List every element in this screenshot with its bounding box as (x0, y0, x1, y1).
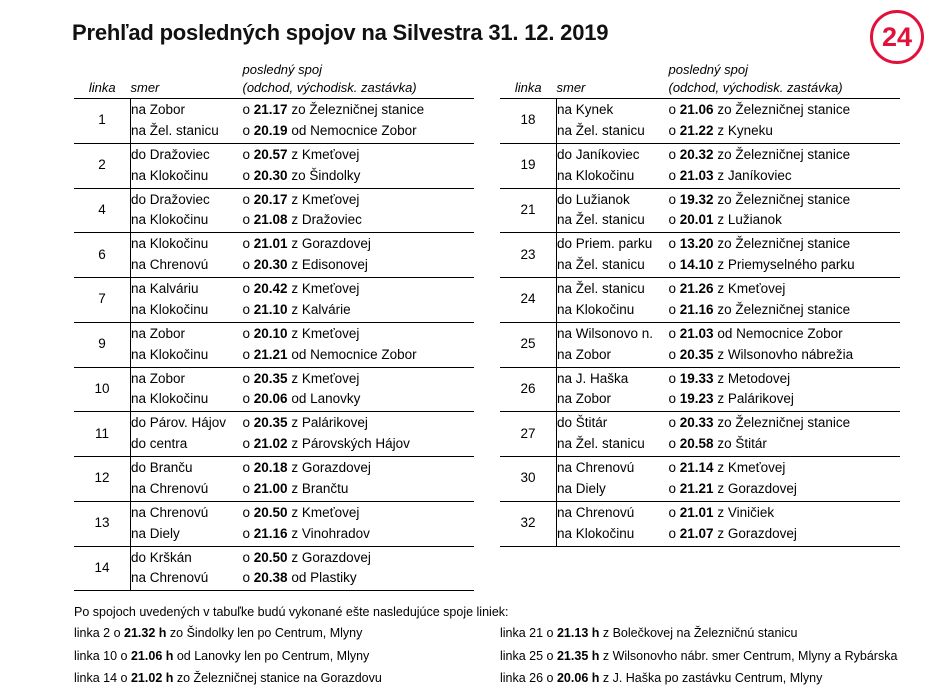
direction-cell: na Klokočinu (557, 166, 669, 188)
departure-cell: o 20.35 z Palárikovej (242, 415, 368, 431)
departure-cell: o 21.03 od Nemocnice Zobor (668, 325, 843, 341)
departure-time: 20.17 (253, 191, 288, 207)
table-row (74, 345, 474, 367)
direction-cell: do Priem. parku (557, 236, 653, 252)
header-departure-right: (odchod, východisk. zastávka) (669, 80, 901, 99)
footer-note-time: 21.32 h (124, 626, 167, 641)
direction-cell: na Chrenovú (131, 504, 209, 520)
departure-cell: o 21.01 z Viničiek (668, 504, 775, 520)
departure-time: 21.01 (253, 236, 288, 252)
direction-cell: do centra (131, 434, 243, 456)
right-table-wrapper (500, 62, 900, 591)
direction-cell: na Žel. stanicu (557, 121, 669, 143)
line-number-left-1: 1 (74, 99, 131, 144)
direction-cell: na Chrenovú (131, 568, 243, 590)
departure-time: 21.06 (679, 102, 714, 117)
line-number-left-4: 4 (74, 188, 131, 233)
table-row (74, 434, 474, 456)
table-row (74, 501, 474, 523)
departure-cell: o 20.35 z Kmeťovej (242, 370, 360, 386)
line-number-right-27: 27 (500, 412, 557, 457)
departure-time: 20.30 (253, 167, 288, 183)
departure-cell: o 20.35 z Wilsonovho nábrežia (669, 345, 901, 367)
footer-left-column (74, 625, 474, 692)
table-row (500, 457, 900, 479)
table-row (500, 188, 900, 210)
departure-time: 20.33 (679, 415, 714, 431)
direction-cell: na Klokočinu (131, 210, 243, 232)
header-last-connection-right: posledný spoj (668, 62, 748, 77)
direction-cell: na Chrenovú (131, 255, 243, 277)
departure-time: 21.16 (253, 525, 288, 541)
direction-cell: na Wilsonovo n. (557, 325, 654, 341)
departure-time: 21.02 (253, 436, 288, 452)
footer-right-column (500, 625, 900, 692)
departure-cell: o 20.32 zo Železničnej stanice (668, 146, 851, 162)
departure-time: 21.14 (679, 460, 714, 475)
departure-cell: o 20.01 z Lužianok (669, 210, 901, 232)
table-row (500, 121, 900, 143)
departure-time: 21.21 (679, 480, 714, 496)
table-row (500, 389, 900, 411)
departure-time: 20.32 (679, 146, 714, 162)
departure-cell: o 21.17 zo Železničnej stanice (242, 102, 425, 117)
departure-time: 19.23 (679, 391, 714, 407)
table-row (74, 322, 474, 344)
header-direction-left: smer (131, 80, 243, 99)
table-row (74, 166, 474, 188)
table-row (74, 367, 474, 389)
direction-cell: na Diely (557, 479, 669, 501)
table-row (500, 524, 900, 546)
table-row (500, 300, 900, 322)
line-number-right-23: 23 (500, 233, 557, 278)
departure-time: 20.35 (253, 370, 288, 386)
line-number-left-2: 2 (74, 143, 131, 188)
header-direction-right: smer (557, 80, 669, 99)
departure-time: 13.20 (679, 236, 714, 252)
direction-cell: do Janíkoviec (557, 146, 640, 162)
departure-cell: o 21.10 z Kalvárie (243, 300, 475, 322)
departure-cell: o 21.01 z Gorazdovej (242, 236, 371, 252)
direction-cell: na Chrenovú (557, 460, 635, 475)
departure-cell: o 20.10 z Kmeťovej (242, 325, 360, 341)
footer-lead: Po spojoch uvedených v tabuľke budú vykonané ešte nasledujúce spoje liniek: (74, 605, 509, 620)
direction-cell: na Klokočinu (131, 236, 209, 252)
departure-time: 20.58 (679, 436, 714, 452)
direction-cell: na Zobor (557, 389, 669, 411)
departure-time: 20.06 (253, 391, 288, 407)
direction-cell: na Žel. stanicu (131, 121, 243, 143)
header-line-right: linka (500, 80, 557, 99)
departure-cell: o 21.22 z Kyneku (669, 121, 901, 143)
footer-note: linka 2 o 21.32 h zo Šindolky len po Centrum, Mlyny (74, 626, 363, 641)
direction-cell: na Chrenovú (557, 504, 635, 520)
line-number-left-9: 9 (74, 322, 131, 367)
direction-cell: na Zobor (131, 325, 186, 341)
departure-cell: o 14.10 z Priemyselného parku (669, 255, 901, 277)
footer-note-time: 21.06 h (130, 648, 174, 663)
table-row (500, 233, 900, 255)
departure-cell: o 20.19 od Nemocnice Zobor (243, 121, 475, 143)
direction-cell: do Dražoviec (131, 146, 210, 162)
line-number-right-30: 30 (500, 457, 557, 502)
table-row (74, 389, 474, 411)
table-row (74, 278, 474, 300)
departure-cell: o 20.50 z Kmeťovej (242, 504, 360, 520)
departure-time: 20.30 (253, 257, 288, 273)
schedule-table-left (74, 62, 474, 591)
departure-time: 21.16 (679, 301, 714, 317)
table-row (500, 434, 900, 456)
line-number-right-25: 25 (500, 322, 557, 367)
direction-cell: do Lužianok (557, 191, 630, 207)
line-number-right-18: 18 (500, 99, 557, 144)
table-row (500, 345, 900, 367)
table-row (500, 278, 900, 300)
departure-time: 20.50 (253, 504, 288, 520)
footer-note: linka 14 o 21.02 h zo Železničnej stanice na Gorazdovu (74, 670, 382, 685)
departure-time: 20.35 (679, 346, 714, 362)
direction-cell: na Zobor (131, 370, 186, 386)
table-row (74, 233, 474, 255)
direction-cell: na Žel. stanicu (557, 281, 645, 296)
departure-cell: o 21.02 z Párovských Hájov (243, 434, 475, 456)
header-last-connection-left: posledný spoj (242, 62, 322, 77)
footer-notes (74, 605, 928, 692)
departure-cell: o 20.42 z Kmeťovej (242, 281, 360, 296)
line-number-left-6: 6 (74, 233, 131, 278)
table-row (500, 99, 900, 121)
page-title: Prehľad posledných spojov na Silvestra 31. 12. 2019 (72, 20, 609, 45)
departure-cell: o 20.33 zo Železničnej stanice (668, 415, 851, 431)
departure-cell: o 21.16 zo Železničnej stanice (669, 300, 901, 322)
direction-cell: na Klokočinu (557, 300, 669, 322)
line-number-left-7: 7 (74, 278, 131, 323)
header-line-left: linka (74, 80, 131, 99)
departure-cell: o 19.32 zo Železničnej stanice (668, 191, 851, 207)
footer-note: linka 26 o 20.06 h z J. Haška po zastávku Centrum, Mlyny (500, 670, 823, 685)
line-number-right-26: 26 (500, 367, 557, 412)
left-table-body (74, 99, 474, 591)
departure-cell: o 20.57 z Kmeťovej (242, 146, 360, 162)
footer-note-time: 21.35 h (556, 648, 600, 663)
table-row (74, 121, 474, 143)
direction-cell: na Zobor (557, 345, 669, 367)
line-number-right-24: 24 (500, 278, 557, 323)
departure-time: 20.10 (253, 325, 288, 341)
footer-note: linka 25 o 21.35 h z Wilsonovho nábr. smer Centrum, Mlyny a Rybárska (500, 648, 898, 663)
direction-cell: na J. Haška (557, 370, 629, 386)
footer-note-time: 21.02 h (130, 670, 174, 685)
direction-cell: na Zobor (131, 102, 186, 117)
line-number-right-21: 21 (500, 188, 557, 233)
departure-cell: o 20.18 z Gorazdovej (242, 460, 371, 475)
direction-cell: na Klokočinu (557, 524, 669, 546)
departure-cell: o 21.26 z Kmeťovej (668, 281, 786, 296)
departure-time: 21.26 (679, 281, 714, 296)
departure-cell: o 19.33 z Metodovej (668, 370, 791, 386)
departure-time: 20.57 (253, 146, 288, 162)
departure-cell: o 21.21 z Gorazdovej (669, 479, 901, 501)
departure-cell: o 21.03 z Janíkoviec (669, 166, 901, 188)
footer-note: linka 21 o 21.13 h z Bolečkovej na Železničnú stanicu (500, 626, 798, 641)
departure-time: 21.10 (253, 301, 288, 317)
direction-cell: na Klokočinu (131, 300, 243, 322)
departure-cell: o 21.07 z Gorazdovej (669, 524, 901, 546)
table-row (500, 322, 900, 344)
table-row (74, 479, 474, 501)
departure-time: 21.22 (679, 122, 714, 138)
schedule-tables (74, 62, 928, 591)
direction-cell: na Klokočinu (131, 389, 243, 411)
departure-time: 20.19 (253, 122, 288, 138)
direction-cell: na Chrenovú (131, 479, 243, 501)
table-row (500, 501, 900, 523)
departure-cell: o 21.08 z Dražoviec (243, 210, 475, 232)
departure-time: 20.42 (253, 281, 288, 296)
departure-time: 21.03 (679, 167, 714, 183)
departure-cell: o 19.23 z Palárikovej (669, 389, 901, 411)
departure-time: 20.01 (679, 212, 714, 228)
table-row (500, 479, 900, 501)
line-number-left-12: 12 (74, 457, 131, 502)
table-row (74, 457, 474, 479)
departure-time: 21.01 (679, 504, 714, 520)
direction-cell: na Žel. stanicu (557, 255, 669, 277)
logo-badge (870, 10, 924, 64)
departure-time: 21.17 (253, 102, 288, 117)
footer-note-time: 20.06 h (556, 670, 600, 685)
direction-cell: na Klokočinu (131, 345, 243, 367)
departure-cell: o 20.58 zo Štitár (669, 434, 901, 456)
departure-time: 19.33 (679, 370, 714, 386)
departure-cell: o 21.14 z Kmeťovej (668, 460, 786, 475)
departure-cell: o 20.30 z Edisonovej (243, 255, 475, 277)
departure-cell: o 13.20 zo Železničnej stanice (668, 236, 851, 252)
direction-cell: na Klokočinu (131, 166, 243, 188)
direction-cell: na Kalváriu (131, 281, 199, 296)
departure-cell: o 21.21 od Nemocnice Zobor (243, 345, 475, 367)
departure-cell: o 21.16 z Vinohradov (243, 524, 475, 546)
direction-cell: na Kynek (557, 102, 614, 117)
footer-note-time: 21.13 h (556, 626, 600, 641)
direction-cell: do Štitár (557, 415, 608, 431)
direction-cell: na Žel. stanicu (557, 210, 669, 232)
direction-cell: do Krškán (131, 549, 192, 565)
departure-cell: o 20.06 od Lanovky (243, 389, 475, 411)
direction-cell: do Párov. Hájov (131, 415, 227, 431)
departure-time: 14.10 (679, 257, 714, 273)
line-number-left-11: 11 (74, 412, 131, 457)
departure-time: 21.03 (679, 325, 714, 341)
left-table-wrapper (74, 62, 474, 591)
table-row (74, 568, 474, 590)
departure-cell: o 20.30 zo Šindolky (243, 166, 475, 188)
table-row (74, 210, 474, 232)
table-row (500, 367, 900, 389)
header-departure-left: (odchod, východisk. zastávka) (243, 80, 475, 99)
departure-time: 21.21 (253, 346, 288, 362)
line-number-left-13: 13 (74, 501, 131, 546)
departure-cell: o 21.06 zo Železničnej stanice (668, 102, 851, 117)
table-row (74, 188, 474, 210)
direction-cell: na Diely (131, 524, 243, 546)
line-number-left-10: 10 (74, 367, 131, 412)
departure-time: 21.08 (253, 212, 288, 228)
departure-time: 20.38 (253, 570, 288, 586)
departure-time: 21.00 (253, 480, 288, 496)
right-table-body (500, 99, 900, 547)
departure-cell: o 21.00 z Brančtu (243, 479, 475, 501)
direction-cell: do Branču (131, 460, 193, 475)
departure-time: 20.35 (253, 415, 288, 431)
logo-text: 24 (881, 21, 913, 52)
table-row (74, 255, 474, 277)
departure-time: 20.50 (253, 549, 288, 565)
table-row (500, 143, 900, 165)
table-row (500, 412, 900, 434)
table-row (500, 255, 900, 277)
table-row (74, 524, 474, 546)
direction-cell: do Dražoviec (131, 191, 210, 207)
table-row (74, 99, 474, 121)
line-number-left-14: 14 (74, 546, 131, 591)
departure-time: 21.07 (679, 525, 714, 541)
line-number-right-32: 32 (500, 501, 557, 546)
direction-cell: na Žel. stanicu (557, 434, 669, 456)
departure-cell: o 20.17 z Kmeťovej (242, 191, 360, 207)
table-row (500, 166, 900, 188)
table-row (74, 300, 474, 322)
line-number-right-19: 19 (500, 143, 557, 188)
departure-cell: o 20.38 od Plastiky (243, 568, 475, 590)
departure-time: 19.32 (679, 191, 714, 207)
table-row (74, 412, 474, 434)
table-row (74, 546, 474, 568)
table-row (74, 143, 474, 165)
schedule-table-right (500, 62, 900, 547)
departure-time: 20.18 (253, 460, 288, 475)
departure-cell: o 20.50 z Gorazdovej (242, 549, 371, 565)
footer-note: linka 10 o 21.06 h od Lanovky len po Centrum, Mlyny (74, 648, 370, 663)
table-row (500, 210, 900, 232)
